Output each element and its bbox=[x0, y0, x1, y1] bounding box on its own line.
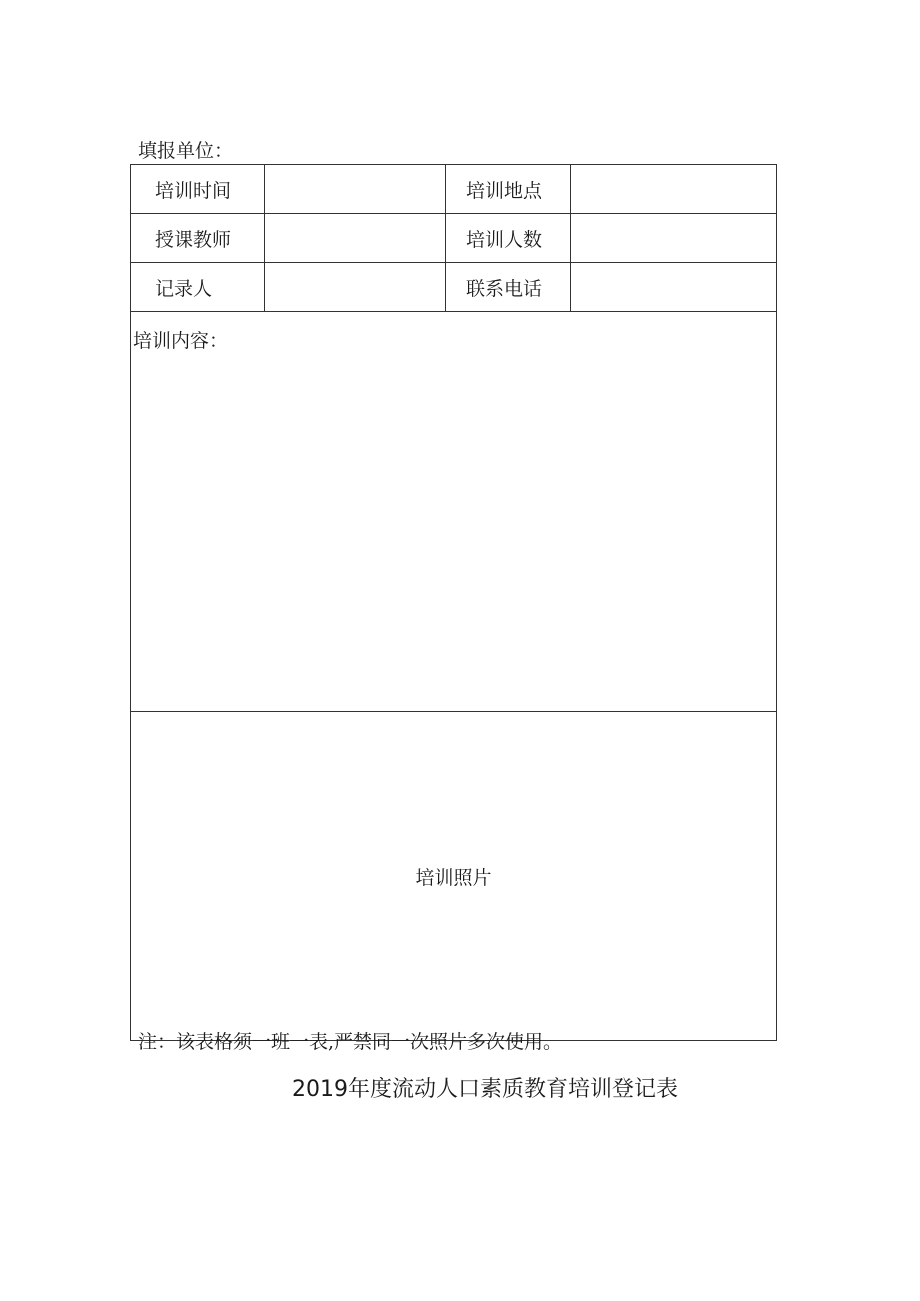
participant-count-field[interactable] bbox=[571, 214, 777, 263]
teacher-label: 授课教师 bbox=[131, 214, 265, 263]
document-title: 2019年度流动人口素质教育培训登记表 bbox=[292, 1077, 678, 1102]
training-photo-cell[interactable] bbox=[131, 712, 777, 1041]
training-location-label: 培训地点 bbox=[446, 165, 571, 214]
unit-label: 填报单位： bbox=[138, 140, 234, 162]
form-row-photo bbox=[131, 712, 777, 1041]
form-row-content bbox=[131, 312, 777, 712]
phone-label: 联系电话 bbox=[446, 263, 571, 312]
form-row-time-location bbox=[131, 165, 777, 214]
recorder-label: 记录人 bbox=[131, 263, 265, 312]
training-registration-form bbox=[130, 164, 777, 1041]
training-location-field[interactable] bbox=[571, 165, 777, 214]
training-content-cell[interactable] bbox=[131, 312, 777, 712]
participant-count-label: 培训人数 bbox=[446, 214, 571, 263]
recorder-field[interactable] bbox=[265, 263, 446, 312]
form-row-teacher-count bbox=[131, 214, 777, 263]
phone-field[interactable] bbox=[571, 263, 777, 312]
form-note: 注：该表格须一班一表,严禁同一次照片多次使用。 bbox=[138, 1031, 563, 1053]
training-time-field[interactable] bbox=[265, 165, 446, 214]
form-row-recorder-phone bbox=[131, 263, 777, 312]
training-time-label: 培训时间 bbox=[131, 165, 265, 214]
teacher-field[interactable] bbox=[265, 214, 446, 263]
training-photo-label: 培训照片 bbox=[415, 866, 492, 889]
training-content-label: 培训内容： bbox=[133, 330, 229, 352]
